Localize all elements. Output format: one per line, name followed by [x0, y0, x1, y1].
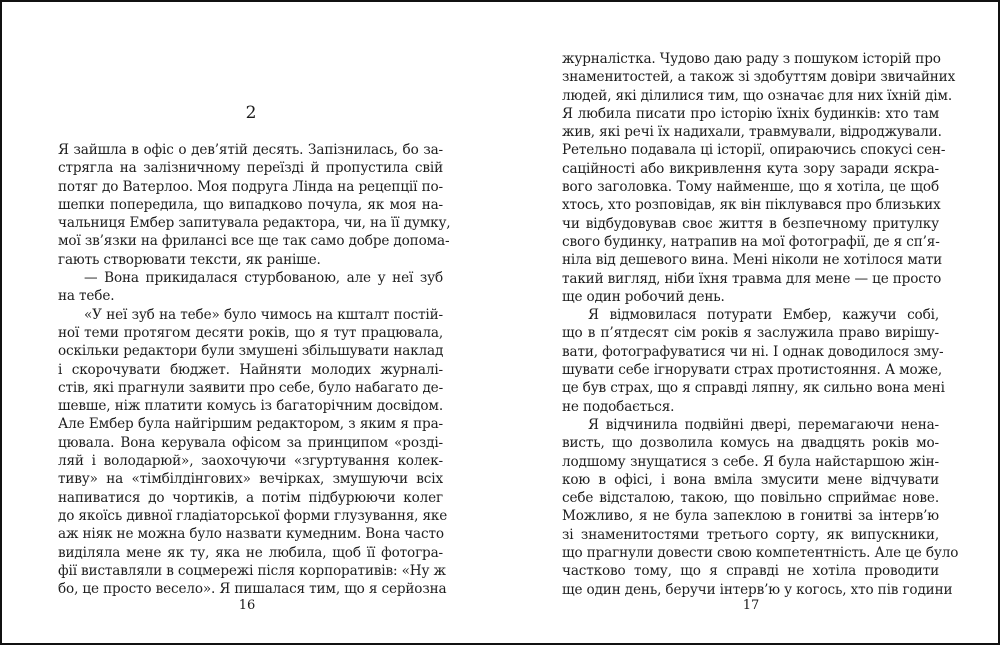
text-line: Ретельно подавала ці історії, опираючись спокусі сен-	[562, 142, 946, 159]
text-line: — Вона прикидалася стурбованою, але у неї зуб	[84, 270, 443, 287]
text-line: фії виставляли в соцмережі після корпоративів: «Ну ж	[58, 562, 446, 579]
text-line: до якоїсь дивної гладіаторської форми глузування, яке	[58, 507, 448, 524]
text-line: кою в офісі, і вона вміла змусити мене відчувати	[562, 471, 939, 488]
text-line: Можливо, я не була запеклою в гонитві за інтерв’ю	[562, 508, 939, 525]
text-line: саційності або викривлення кута зору заради яскра-	[562, 160, 939, 177]
text-line: хтось, хто розповідав, як він піклувався про близьких	[562, 197, 941, 214]
text-line: ної теми протягом десяти років, що я тут працювала,	[58, 324, 443, 341]
page-number-right: 17	[742, 598, 760, 613]
text-line: напиватися до чортиків, а потім підбурюючи колег	[58, 489, 443, 506]
text-line: ще один робочий день.	[562, 288, 725, 305]
text-line: бо, це просто весело». Я пишалася тим, що я серйозна	[58, 581, 447, 598]
text-line: зі знаменитостями третього сорту, як випускники,	[562, 526, 939, 543]
text-line: це був страх, що я справді ляпну, як сильно вона мені	[562, 380, 945, 397]
text-line: що прагнули довести свою компетентність. Але це було	[562, 545, 959, 562]
text-line: потяг до Ватерлоо. Моя подруга Лінда на рецепції по-	[58, 178, 443, 195]
text-line: людей, які ділилися тим, що означає для них їхній дім.	[562, 87, 953, 104]
text-line: жив, які речі їх надихали, травмували, відроджували.	[562, 124, 942, 141]
text-line: ще один день, беручи інтерв’ю у когось, хто пів години	[562, 581, 953, 598]
text-line: чальниця Ембер запитувала редактора, чи, на її думку,	[58, 215, 451, 232]
left-page	[2, 2, 500, 643]
text-line: Я зайшла в офіс о дев’ятій десять. Запізнилась, бо за-	[58, 142, 443, 158]
text-line: на тебе.	[58, 288, 115, 305]
text-line: що в п’ятдесят сім років я заслужила право вирішу-	[562, 325, 939, 342]
page-number-left: 16	[238, 598, 256, 613]
text-line: лодшому знущатися з себе. Я була найстаршою жін-	[562, 453, 939, 470]
right-page-text	[562, 50, 959, 599]
text-line: журналістка. Чудово даю раду з пошуком історій про	[562, 51, 941, 67]
text-line: Я відмовилася потурати Ембер, кажучи собі,	[588, 307, 939, 324]
text-line: шевше, ніж платити комусь із багаторічним досвідом.	[58, 398, 443, 415]
text-line: стрягла на залізничному переїзді й пропустила свій	[58, 160, 443, 177]
right-page	[500, 2, 998, 643]
text-line: гають створювати тексти, як раніше.	[58, 251, 321, 268]
text-line: свого будинку, натрапив на мої фотографії, де я сп’я-	[562, 233, 940, 250]
text-line: Я відчинила подвійні двері, перемагаючи нена-	[588, 416, 939, 433]
text-line: аж ніяк не можна було назвати кумедним. Вона часто	[58, 526, 444, 543]
left-page-text	[58, 141, 451, 598]
text-line: ляй і володарюй», заохочуючи «згуртування колек-	[58, 453, 443, 470]
text-line: оскільки редактори були змушені збільшувати наклад	[58, 343, 444, 360]
text-line: ніла від дешевого вина. Мені ніколи не хотілося мати	[562, 252, 942, 269]
text-line: тиву» на «тімбілдінгових» вечірках, змушуючи всіх	[58, 471, 443, 488]
text-line: вати, фотографуватися чи ні. І однак доводилося зму-	[562, 343, 944, 360]
text-line: знаменитостей, а також зі здобуттям довіри звичайних	[562, 69, 956, 86]
text-line: стів, які прагнули заявити про себе, було набагато де-	[58, 379, 444, 396]
text-line: «У неї зуб на тебе» було чимось на кшталт постій-	[84, 306, 443, 323]
text-line: чи відбудовував своє життя в безпечному притулку	[562, 215, 939, 232]
text-line: висть, що дозволила комусь на двадцять років мо-	[562, 435, 939, 452]
text-line: Але Ембер була найгіршим редактором, з яким я пра-	[58, 416, 443, 433]
text-line: шепки попередила, що випадково почула, як моя на-	[58, 196, 443, 213]
chapter-number: 2	[245, 103, 257, 123]
text-line: цювала. Вона керувала офісом за принципом «розді-	[58, 434, 443, 451]
text-line: вого заголовка. Тому найменше, що я хотіла, це щоб	[562, 179, 939, 196]
text-line: такий вигляд, ніби їхня травма для мене — це просто	[562, 270, 942, 287]
text-line: частково тому, що я справді не хотіла проводити	[562, 563, 939, 580]
text-line: Я любила писати про історію їхніх будинків: хто там	[562, 105, 939, 122]
text-line: себе відсталою, такою, що повільно сприймає нове.	[562, 490, 939, 507]
text-line: і скорочувати бюджет. Найняти молодих журналі-	[58, 361, 443, 378]
text-line: виділяла мене як ту, яка не любила, щоб її фотогра-	[58, 544, 443, 561]
text-line: мої зв’язки на фрилансі все ще так само добре допома-	[58, 233, 450, 250]
text-line: не подобається.	[562, 398, 675, 415]
text-line: шувати себе ігнорувати страх протистояння. А може,	[562, 362, 943, 379]
